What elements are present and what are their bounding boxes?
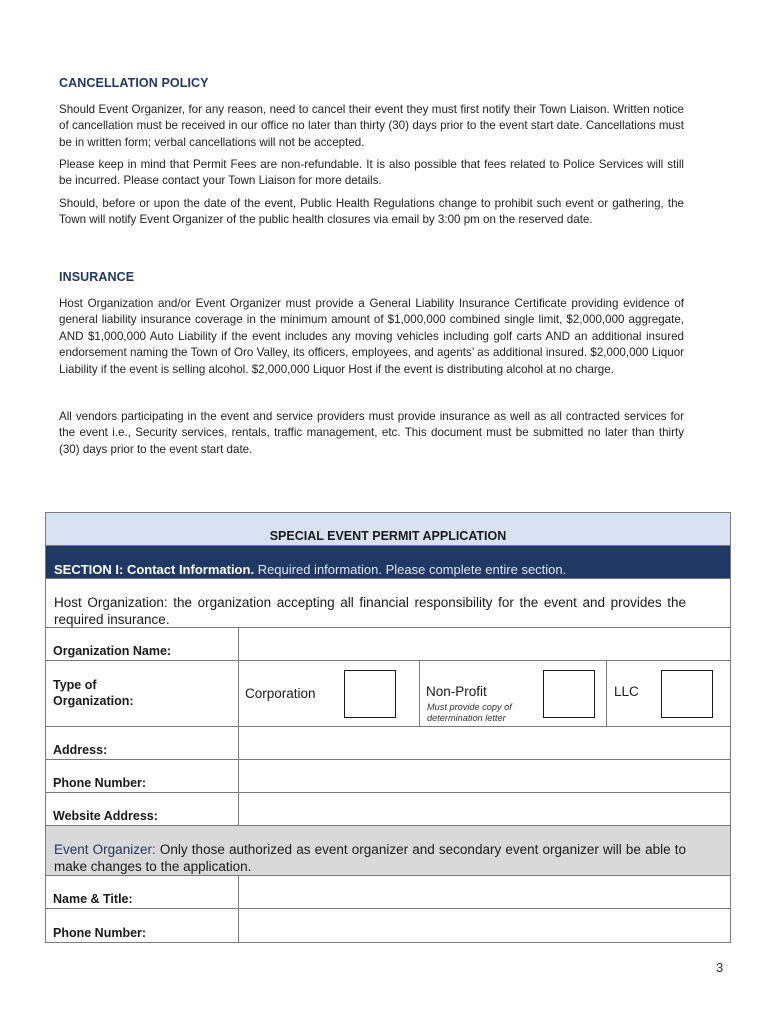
corporation-option-label: Corporation [245,686,316,701]
llc-checkbox[interactable] [661,670,713,718]
permit-application-form [45,512,731,943]
cancellation-heading: CANCELLATION POLICY [59,76,209,90]
organizer-phone-label: Phone Number: [53,926,147,940]
organization-type-label [53,677,134,709]
insurance-paragraph-1: Host Organization and/or Event Organizer must provide a General Liability Insurance Certificate providing evidence of general liability insurance coverage in the minimum amount of $1,000,000 combined single limit, $2,000,000 aggregate, AND $1,000,000 Auto Liability if the event includes any moving vehicles including golf carts AND an additional insured endorsement naming the Town of Oro Valley, its officers, employees, and agents’ as additional insured. $2,000,000 Liquor Liability if the event is selling alcohol. $2,000,000 Liquor Host if the event is distributing alcohol at no charge. [59,297,684,376]
column-divider [238,760,239,792]
column-divider [238,727,239,759]
column-divider [419,661,420,726]
event-organizer-description: Only those authorized as event organizer and secondary event organizer will be able to make changes to the application. [54,842,687,874]
insurance-paragraph-2: All vendors participating in the event and service providers must provide insurance as well as all contracted services for the event i.e., Security services, rentals, traffic management, etc. This document must be submitted no later than thirty (30) days prior to the event start date. [59,410,684,456]
llc-option-label: LLC [614,684,639,699]
website-address-row [46,793,730,826]
organization-type-label-line1: Type of [53,678,97,692]
nonprofit-note-line1: Must provide copy of [427,702,512,712]
column-divider [238,628,239,660]
column-divider [238,793,239,825]
host-organization-note: Host Organization: the organization accepting all financial responsibility for the event and provides the required insurance. [46,579,730,628]
address-label: Address: [53,743,108,757]
cancellation-paragraph-1: Should Event Organizer, for any reason, need to cancel their event they must first notify their Town Liaison. Written notice of cancellation must be received in our office no later than thirty (30) days prior to the event start date. Cancellations must be in written form; verbal cancellations will not be accepted. [59,103,684,149]
cancellation-paragraph-2: Please keep in mind that Permit Fees are non-refundable. It is also possible that fees related to Police Services will still be incurred. Please contact your Town Liaison for more details. [59,158,684,188]
name-title-row [46,876,730,909]
address-row [46,727,730,760]
phone-number-row [46,760,730,793]
event-organizer-note [46,826,730,876]
section-header [46,546,730,579]
cancellation-paragraph-3: Should, before or upon the date of the event, Public Health Regulations change to prohibit such event or gathering, the Town will notify Event Organizer of the public health closures via email by 3:00 pm on the reserved date. [59,197,684,227]
organization-name-label: Organization Name: [53,644,172,658]
column-divider [238,661,239,726]
name-title-label: Name & Title: [53,892,133,906]
nonprofit-note [427,702,512,724]
column-divider [238,876,239,908]
column-divider [606,661,607,726]
column-divider [238,909,239,942]
nonprofit-option-label: Non-Profit [426,684,487,699]
insurance-heading: INSURANCE [59,270,135,284]
organization-name-row [46,628,730,661]
page-number: 3 [716,960,724,975]
section-instructions: Required information. Please complete entire section. [257,562,567,577]
organizer-phone-row [46,909,730,942]
organization-type-row [46,661,730,727]
corporation-checkbox[interactable] [344,670,396,718]
form-title: SPECIAL EVENT PERMIT APPLICATION [46,513,730,546]
organization-type-label-line2: Organization: [53,694,134,708]
phone-number-label: Phone Number: [53,776,147,790]
event-organizer-label: Event Organizer: [54,842,156,857]
nonprofit-note-line2: determination letter [427,713,506,723]
nonprofit-checkbox[interactable] [543,670,595,718]
website-address-label: Website Address: [53,809,158,823]
section-title: SECTION I: Contact Information. [54,562,255,577]
